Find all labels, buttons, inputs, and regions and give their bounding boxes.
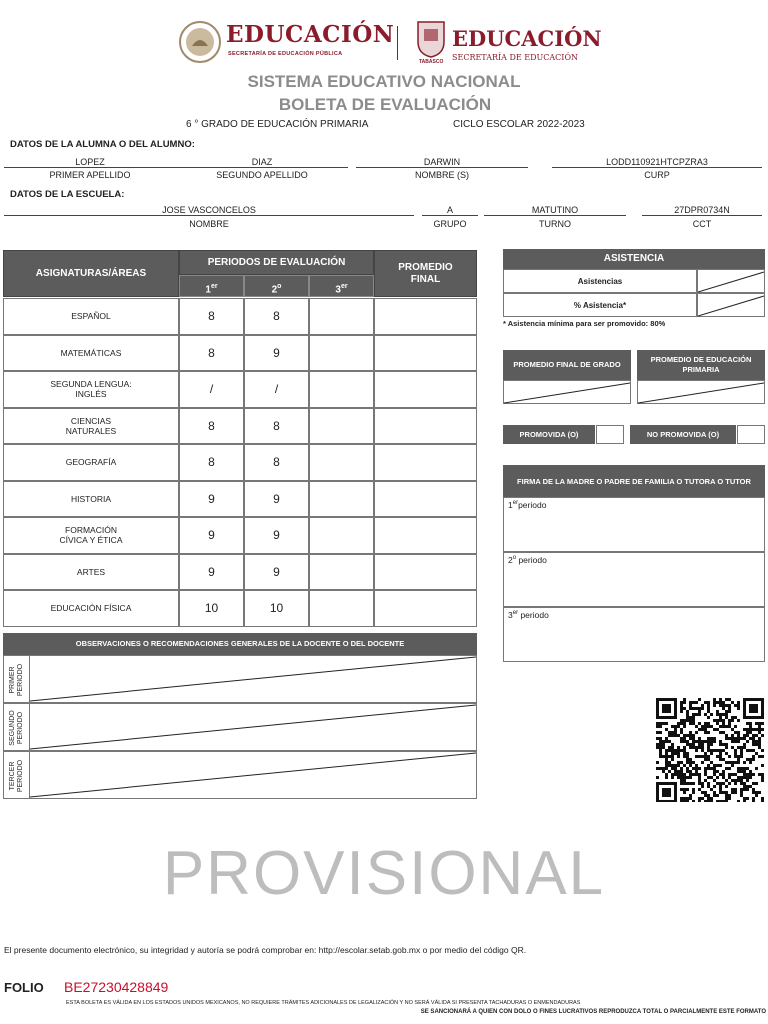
subject-name: GEOGRAFÍA <box>3 444 179 481</box>
observation-first-period <box>3 655 477 703</box>
cct-label: CCT <box>692 219 712 229</box>
grade-final <box>374 335 477 372</box>
grade-line: 6 ° GRADO DE EDUCACIÓN PRIMARIA <box>186 119 369 130</box>
qr-code[interactable] <box>656 698 764 802</box>
second-period-label-cell <box>4 704 30 750</box>
third-period-label: TERCER PERIODO <box>9 759 24 793</box>
table-row <box>3 444 477 481</box>
school-section-title: DATOS DE LA ESCUELA: <box>10 189 125 200</box>
third-period-label-cell <box>4 752 30 798</box>
grade-g1: 8 <box>179 335 244 372</box>
observation-second-period <box>3 703 477 751</box>
name-label: NOMBRE (S) <box>415 170 469 180</box>
period-3-header: 3er <box>309 275 374 297</box>
grade-g2: 9 <box>244 335 309 372</box>
subject-name: HISTORIA <box>3 481 179 518</box>
logo2-subtitle: SECRETARÍA DE EDUCACIÓN <box>452 53 579 62</box>
grade-g3 <box>309 371 374 408</box>
first-period-label: PRIMER PERIODO <box>9 663 24 697</box>
grade-final <box>374 554 477 591</box>
signatures-header: FIRMA DE LA MADRE O PADRE DE FAMILIA O TUTORA O TUTOR <box>503 465 765 497</box>
slash-mark <box>30 704 476 750</box>
primary-average-cell <box>637 380 765 404</box>
grade-g3 <box>309 335 374 372</box>
final-grade-average-cell <box>503 380 631 404</box>
verification-text: El presente documento electrónico, su integridad y autoría se podrá comprobar en: http://escolar.setab.gob.mx o por medio del código QR. <box>4 945 527 955</box>
table-row <box>3 408 477 445</box>
sep-logo <box>178 20 395 64</box>
curp-value: LODD110921HTCPZRA3 <box>552 157 762 168</box>
grade-g2: 8 <box>244 408 309 445</box>
grade-g1: 8 <box>179 444 244 481</box>
second-surname-label: SEGUNDO APELLIDO <box>216 170 308 180</box>
name-value: DARWIN <box>356 157 528 168</box>
promoted-checkbox[interactable] <box>596 425 624 444</box>
cct-value: 27DPR0734N <box>642 205 762 216</box>
periods-header: PERIODOS DE EVALUACIÓN <box>179 250 374 275</box>
logo1-subtitle: SECRETARÍA DE EDUCACIÓN PÚBLICA <box>228 51 343 57</box>
grade-final <box>374 408 477 445</box>
grade-g2: 9 <box>244 517 309 554</box>
title-line2: BOLETA DE EVALUACIÓN <box>278 95 492 114</box>
observations-header: OBSERVACIONES O RECOMENDACIONES GENERALES DE LA DOCENTE O DEL DOCENTE <box>3 633 477 655</box>
first-surname-label: PRIMER APELLIDO <box>49 170 131 180</box>
table-row <box>3 554 477 591</box>
subject-name: EDUCACIÓN FÍSICA <box>3 590 179 627</box>
legal-text-2: SE SANCIONARÁ A QUIEN CON DOLO O FINES LUCRATIVOS REPRODUZCA TOTAL O PARCIALMENTE ESTE FORMATO <box>420 1009 766 1015</box>
grade-g1: 10 <box>179 590 244 627</box>
not-promoted-checkbox[interactable] <box>737 425 765 444</box>
title-line1: SISTEMA EDUCATIVO NACIONAL <box>247 72 521 91</box>
grade-final <box>374 590 477 627</box>
slash-mark <box>698 294 766 318</box>
grade-g2: 8 <box>244 298 309 335</box>
table-row <box>3 298 477 335</box>
subjects-header: ASIGNATURAS/ÁREAS <box>3 250 179 297</box>
period-1-header: 1er <box>179 275 244 297</box>
signature-period-3: 3er periodo <box>503 607 765 662</box>
slash-mark <box>30 752 476 798</box>
group-value: A <box>422 205 478 216</box>
primary-average-header: PROMEDIO DE EDUCACIÓN PRIMARIA <box>637 350 765 380</box>
national-seal-icon <box>178 20 222 64</box>
school-year: CICLO ESCOLAR 2022-2023 <box>453 119 585 130</box>
legal-text-1: ESTA BOLETA ES VÁLIDA EN LOS ESTADOS UNIDOS MEXICANOS, NO REQUIERE TRÁMITES ADICIONALES DE LEGALIZACIÓN Y NO SERÁ VÁLIDA SI PRESENTA TACHADURAS O ENMENDADURAS <box>66 1000 581 1006</box>
grade-g1: 8 <box>179 298 244 335</box>
final-grade-average-header: PROMEDIO FINAL DE GRADO <box>503 350 631 380</box>
attendance-header: ASISTENCIA <box>503 249 765 269</box>
grade-g2: 10 <box>244 590 309 627</box>
attendances-label: Asistencias <box>503 269 697 293</box>
grade-g1: 9 <box>179 554 244 591</box>
attendance-percent-value-cell <box>697 293 765 317</box>
grade-g2: 9 <box>244 554 309 591</box>
grade-g2: / <box>244 371 309 408</box>
grade-g3 <box>309 408 374 445</box>
folio-value: BE27230428849 <box>64 979 169 995</box>
logo2-title: EDUCACIÓN <box>452 26 602 51</box>
first-period-label-cell <box>4 656 30 702</box>
second-period-label: SEGUNDO PERIODO <box>9 710 24 746</box>
subject-name: ESPAÑOL <box>3 298 179 335</box>
header-divider <box>397 26 398 60</box>
second-surname-value: DIAZ <box>176 157 348 168</box>
grade-final <box>374 371 477 408</box>
grade-final <box>374 517 477 554</box>
attendance-note: * Asistencia mínima para ser promovido: 80% <box>503 319 666 328</box>
grade-g3 <box>309 444 374 481</box>
slash-mark <box>638 381 766 405</box>
grade-final <box>374 298 477 335</box>
curp-label: CURP <box>644 170 670 180</box>
subject-name: MATEMÁTICAS <box>3 335 179 372</box>
shift-value: MATUTINO <box>484 205 626 216</box>
attendance-percent-label: % Asistencia* <box>503 293 697 317</box>
slash-mark <box>698 270 766 294</box>
grade-g3 <box>309 554 374 591</box>
provisional-watermark: PROVISIONAL <box>162 839 606 908</box>
signature-period-2: 2$^o$ periodo <box>503 552 765 607</box>
folio-label: FOLIO <box>4 980 44 995</box>
table-row <box>3 481 477 518</box>
table-row <box>3 335 477 372</box>
grade-g3 <box>309 517 374 554</box>
table-row <box>3 517 477 554</box>
grade-g3 <box>309 481 374 518</box>
table-row <box>3 371 477 408</box>
logo2-state: TABASCO <box>419 59 444 65</box>
subject-name: CIENCIAS NATURALES <box>3 408 179 445</box>
subject-name: FORMACIÓN CÍVICA Y ÉTICA <box>3 517 179 554</box>
group-label: GRUPO <box>433 219 467 229</box>
grade-g1: 9 <box>179 517 244 554</box>
not-promoted-label: NO PROMOVIDA (O) <box>630 425 736 444</box>
slash-mark <box>30 656 476 702</box>
subject-name: ARTES <box>3 554 179 591</box>
slash-mark <box>504 381 632 405</box>
period-2-header: 2$^o$ <box>244 275 309 297</box>
shift-label: TURNO <box>539 219 571 229</box>
student-section-title: DATOS DE LA ALUMNA O DEL ALUMNO: <box>10 139 195 150</box>
grade-g2: 8 <box>244 444 309 481</box>
school-name-label: NOMBRE <box>189 219 229 229</box>
final-average-header: PROMEDIO FINAL <box>374 250 477 297</box>
grade-final <box>374 444 477 481</box>
tabasco-shield-icon <box>416 20 446 58</box>
school-name-value: JOSE VASCONCELOS <box>4 205 414 216</box>
grade-g1: 9 <box>179 481 244 518</box>
subject-name: SEGUNDA LENGUA: INGLÉS <box>3 371 179 408</box>
grade-g1: 8 <box>179 408 244 445</box>
first-surname-value: LOPEZ <box>4 157 176 168</box>
grade-final <box>374 481 477 518</box>
grade-g1: / <box>179 371 244 408</box>
promoted-label: PROMOVIDA (O) <box>503 425 595 444</box>
grade-g3 <box>309 590 374 627</box>
grade-g2: 9 <box>244 481 309 518</box>
attendances-value-cell <box>697 269 765 293</box>
promotion-box <box>503 425 765 444</box>
tabasco-logo <box>416 20 616 66</box>
table-row <box>3 590 477 627</box>
signature-period-1: 1erperiodo <box>503 497 765 552</box>
grade-g3 <box>309 298 374 335</box>
observation-third-period <box>3 751 477 799</box>
logo1-title: EDUCACIÓN <box>226 21 395 48</box>
